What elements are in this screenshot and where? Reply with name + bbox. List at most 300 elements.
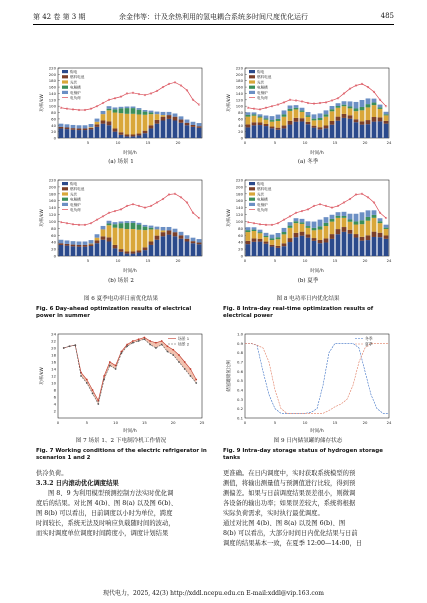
legend-swatch [249,75,255,78]
bar-1 [348,115,353,118]
legend-swatch [249,70,255,73]
bar-0 [119,252,124,256]
y-tick-label: 60 [51,232,56,238]
bar-0 [77,130,82,138]
bar-0 [252,125,257,138]
bar-4 [348,101,353,106]
y-tick-label: 0.1 [236,415,243,421]
x-tick-label: 25 [199,420,205,425]
body-line: 8(b) 可以看出，大部分时间日内优化结果与日前 [223,530,358,537]
fig9-caption-en: Fig. 9 Intra-day storage status of hydrogen storage tanks [223,448,383,461]
bar-4 [143,225,148,227]
legend-swatch [62,70,68,73]
bar-3 [258,232,263,233]
data-point [126,344,128,346]
y-axis-label: 功率/kW [40,367,45,385]
x-tick-label: 0 [243,420,247,425]
y-tick-label: 0.2 [236,406,243,412]
bar-4 [137,108,142,110]
bar-4 [252,227,257,229]
bar-3 [294,108,299,110]
legend-label: 光伏 [257,80,265,85]
bar-1 [294,118,299,122]
bar-3 [119,108,124,113]
body-line: 而实时调度单位调度时间跨度小，调度计划结果 [36,530,169,537]
legend-swatch [249,91,255,94]
bar-1 [330,234,335,239]
bar-4 [342,101,347,104]
bar-1 [161,117,166,121]
bar-0 [246,127,251,138]
bar-1 [197,243,202,245]
bar-2 [312,230,317,238]
bar-3 [360,107,365,110]
bar-0 [348,234,353,256]
y-axis-label: 功率/kW [40,209,45,227]
y-tick-label: 120 [235,97,243,103]
bar-2 [119,113,124,132]
y-tick-label: 24 [51,331,56,337]
x-tick-label: 10 [115,140,121,145]
bar-0 [282,128,287,138]
bar-3 [264,119,269,120]
fig8-caption-cn: 图 8 电功率日内优化结果 [276,296,340,302]
legend-swatch [62,187,68,190]
bar-2 [336,108,341,117]
bar-4 [252,112,257,114]
bar-2 [137,230,142,251]
bar-0 [143,250,148,256]
bar-4 [113,107,118,109]
legend-swatch [62,198,68,201]
bar-4 [59,124,64,127]
bar-0 [270,247,275,256]
bar-3 [119,223,124,228]
bar-4 [191,238,196,241]
bar-1 [107,237,112,241]
bar-3 [336,106,341,108]
legend-label: 购电 [70,70,78,74]
bar-4 [137,223,142,225]
bar-1 [324,238,329,242]
bar-1 [360,237,365,241]
bar-1 [270,127,275,129]
y-tick-label: 40 [238,122,243,128]
y-tick-label: 18 [51,352,56,358]
y-tick-label: 0.8 [236,350,243,356]
bar-4 [336,103,341,106]
bar-2 [119,228,124,249]
bar-2 [300,112,305,118]
bar-0 [77,247,82,256]
bar-0 [342,118,347,138]
bar-4 [191,122,196,125]
bar-2 [149,114,154,125]
data-point [132,340,134,342]
x-tick-label: 10 [302,258,308,263]
x-tick-label: 10 [302,140,308,145]
bar-4 [288,105,293,108]
bar-1 [372,117,377,122]
bar-0 [59,128,64,138]
bar-3 [306,226,311,228]
bar-2 [276,239,281,246]
y-tick-label: 40 [51,122,56,128]
bar-1 [185,123,190,126]
data-point [144,338,146,340]
x-axis-label: 时间/h [310,269,324,274]
fig7-chart [36,330,206,434]
page-number: 485 [380,12,394,20]
bar-4 [89,124,94,127]
bar-4 [306,112,311,116]
y-tick-label: 220 [48,177,56,183]
bar-4 [360,100,365,107]
legend-label: 电解槽 [257,197,268,202]
bar-0 [167,119,172,138]
bar-2 [324,117,329,126]
bar-3 [366,217,371,221]
bar-1 [173,117,178,121]
bar-0 [191,127,196,138]
bar-3 [125,223,130,229]
bar-1 [294,233,299,237]
bar-2 [282,117,287,126]
legend-label: 电锅炉 [257,202,268,207]
bar-4 [119,107,124,109]
bar-0 [342,232,347,256]
y-tick-label: 100 [235,218,243,224]
bar-2 [246,232,251,241]
bar-4 [77,125,82,128]
bar-0 [161,236,166,256]
bar-0 [125,136,130,138]
data-point [178,361,180,363]
bar-0 [270,128,275,138]
bar-0 [89,246,94,256]
bar-0 [252,242,257,256]
legend-swatch [249,187,255,190]
bar-3 [125,108,130,114]
x-tick-label: 24 [386,258,392,263]
data-point [97,403,99,405]
bar-1 [125,252,130,254]
bar-4 [65,124,70,127]
y-tick-label: 120 [48,212,56,218]
bar-0 [119,135,124,138]
legend-label: 电负荷 [257,208,268,212]
bar-2 [306,228,311,235]
data-point [190,368,192,370]
bar-4 [95,119,100,122]
bar-1 [300,232,305,236]
bar-1 [318,127,323,129]
bar-1 [101,236,106,239]
bar-3 [306,116,311,117]
bar-4 [318,220,323,227]
bar-4 [276,115,281,119]
x-axis-label: 时间/h [123,429,137,434]
bar-3 [330,109,335,111]
bar-0 [101,124,106,138]
y-tick-label: 140 [48,205,56,211]
running-header [33,10,394,25]
legend-label: 燃料电池 [70,75,85,80]
bar-1 [276,128,281,130]
bar-2 [372,105,377,117]
bar-4 [149,226,154,228]
bar-4 [264,233,269,236]
y-tick-label: 40 [238,239,243,245]
bar-2 [125,229,130,251]
bar-0 [149,245,154,256]
data-point [149,344,151,346]
bar-1 [306,122,311,124]
data-point [144,337,146,339]
bar-3 [384,114,389,115]
y-tick-label: 180 [48,191,56,197]
body-line: 测偏差。如果与日前调度结果误差很小，则微调 [223,490,356,497]
bar-0 [312,128,317,138]
bar-0 [89,129,94,138]
bar-4 [330,215,335,219]
page-footer: 现代电力，2025, 42(3) http://xddl.ncepu.edu.cn E-mail:xddl@vip.163.com [103,590,324,597]
x-tick-label: 24 [386,140,392,145]
bar-0 [288,125,293,138]
bar-3 [143,112,148,115]
x-tick-label: 20 [175,258,181,263]
bar-1 [173,232,178,236]
data-point [86,379,88,381]
bar-1 [113,128,118,131]
bar-1 [83,245,88,247]
bar-1 [77,245,82,247]
bar-3 [264,236,269,237]
x-tick-label: 20 [362,420,368,425]
y-tick-label: 200 [235,71,243,77]
bar-1 [179,235,184,238]
legend-swatch [249,86,255,89]
bar-4 [89,240,94,243]
y-tick-label: 80 [238,110,243,116]
bar-0 [246,244,251,256]
body-text-left [36,469,216,539]
bar-1 [143,131,148,134]
y-tick-label: 0.3 [236,396,243,402]
y-tick-label: 14 [51,366,56,372]
data-point [103,375,105,377]
bar-4 [71,125,76,128]
bar-3 [300,222,305,224]
bar-4 [330,106,335,109]
bar-1 [161,232,166,236]
bar-3 [300,111,305,112]
y-tick-label: 8 [53,387,56,393]
data-point [184,368,186,370]
bar-2 [276,121,281,128]
y-tick-label: 22 [51,338,56,344]
bar-4 [185,235,190,238]
series-line-0 [64,338,196,401]
bar-1 [312,126,317,128]
bar-0 [197,128,202,138]
legend-label: 电锅炉 [257,90,268,95]
bar-4 [167,227,172,230]
fig8a-subcaption: (a) 冬季 [297,159,319,165]
bar-4 [155,227,160,230]
y-tick-label: 160 [48,198,56,204]
x-tick-label: 20 [362,140,368,145]
y-tick-label: 220 [48,65,56,71]
bar-0 [113,248,118,256]
journal-issue: 第 42 卷 第 3 期 [33,13,86,21]
y-tick-label: 200 [48,71,56,77]
bar-1 [101,121,106,124]
fig7-caption-en: Fig. 7 Working conditions of the electric refrigerator in scenarios 1 and 2 [36,448,207,461]
y-tick-label: 80 [238,225,243,231]
bar-0 [294,237,299,256]
series-line-0 [245,343,389,413]
bar-4 [155,112,160,115]
data-point [69,345,71,347]
bar-0 [384,239,389,256]
bar-3 [282,232,287,234]
bar-1 [288,238,293,242]
bar-0 [324,128,329,138]
y-tick-label: 40 [51,239,56,245]
bar-0 [264,126,269,138]
load-line [61,194,199,225]
fig8a-chart [223,64,393,156]
bar-2 [378,223,383,233]
y-tick-label: 80 [51,110,56,116]
body-line: 图 8(b) 可以看出，日前调度以小时为单位，跨度 [36,510,173,517]
data-point [115,368,117,370]
legend-label: 燃料电池 [257,75,272,80]
bar-0 [300,121,305,138]
bar-0 [59,245,64,256]
bar-1 [191,241,196,243]
bar-1 [282,243,287,246]
bar-4 [95,234,100,237]
bar-4 [101,111,106,114]
x-tick-label: 24 [386,420,392,425]
load-line [248,84,386,109]
bar-4 [312,114,317,118]
bar-2 [384,115,389,120]
bar-3 [378,221,383,223]
bar-4 [149,111,154,113]
bar-0 [155,124,160,138]
bar-3 [384,228,389,229]
load-line [61,82,199,110]
bar-2 [294,109,299,117]
bar-2 [336,218,341,229]
bar-2 [264,120,269,124]
bar-1 [324,125,329,128]
y-tick-label: 80 [51,225,56,231]
bar-1 [65,128,70,130]
bar-3 [318,118,323,120]
y-tick-label: 10 [51,380,56,386]
bar-1 [119,132,124,135]
x-tick-label: 20 [170,420,176,425]
bar-0 [330,125,335,138]
bar-3 [348,220,353,222]
legend-label: 冬季 [365,336,373,341]
bar-2 [354,225,359,235]
data-point [167,345,169,347]
bar-4 [372,99,377,103]
fig7-caption-cn: 图 7 场景 1、2 下电制冷机工作情况 [75,438,167,444]
bar-0 [360,241,365,256]
bar-1 [384,121,389,124]
data-point [103,379,105,381]
y-tick-label: 0.7 [236,359,243,365]
data-point [190,375,192,377]
bar-0 [336,121,341,138]
bar-4 [282,228,287,232]
body-line: 度后的结果。对比图 4(b)、图 8(a) 以及图 6(b)、 [36,500,178,507]
bar-0 [306,124,311,138]
legend-label: 燃料电池 [70,187,85,192]
x-tick-label: 5 [86,258,90,263]
bar-2 [149,229,154,241]
y-tick-label: 180 [235,191,243,197]
bar-0 [264,244,269,256]
bar-0 [95,127,100,138]
data-point [120,352,122,354]
bar-4 [173,114,178,117]
bar-1 [378,117,383,121]
bar-2 [252,116,257,123]
bar-1 [342,227,347,232]
y-tick-label: 6 [53,394,56,400]
bar-3 [113,224,118,227]
bar-1 [306,234,311,237]
legend-label: 电负荷 [70,208,81,212]
bar-0 [324,242,329,256]
bar-2 [342,218,347,227]
legend-label: 光伏 [257,192,265,197]
bar-2 [318,230,323,240]
bar-2 [348,222,353,230]
bar-0 [276,130,281,138]
x-tick-label: 15 [145,140,151,145]
bar-2 [372,218,377,232]
bar-1 [360,121,365,124]
bar-1 [89,244,94,246]
bar-0 [137,135,142,138]
y-tick-label: 20 [238,129,243,135]
bar-0 [372,122,377,138]
legend-swatch [62,75,68,78]
legend-swatch [62,91,68,94]
bar-2 [270,240,275,245]
bar-0 [294,122,299,138]
y-tick-label: 16 [51,359,56,365]
bar-0 [378,237,383,256]
bar-0 [173,121,178,139]
bar-4 [197,123,202,126]
x-axis-label: 时间/h [123,269,137,274]
bar-2 [258,233,263,239]
bar-1 [366,120,371,124]
bar-3 [270,238,275,240]
bar-4 [83,125,88,128]
load-line [248,194,386,225]
y-tick-label: 60 [51,116,56,122]
